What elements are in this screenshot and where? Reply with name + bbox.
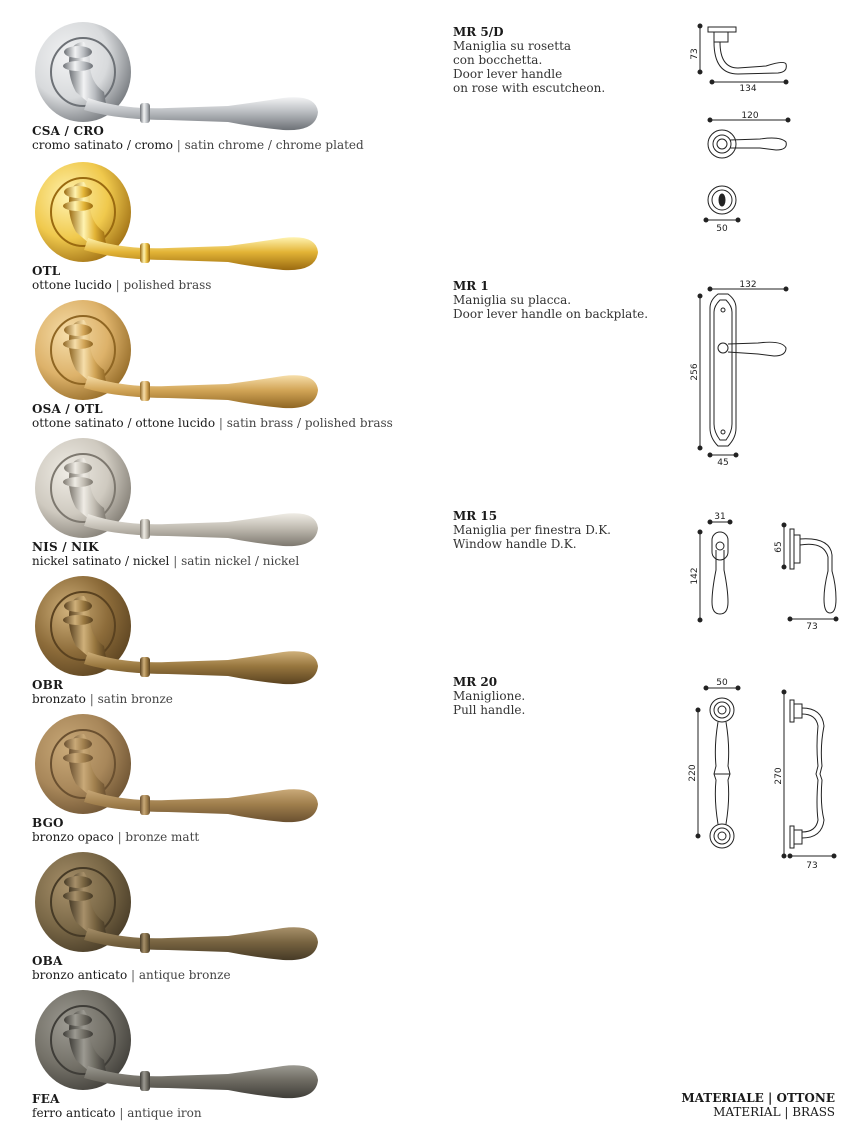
mr5d-escutcheon-drawing <box>702 178 746 234</box>
finish-name-en: satin bronze <box>97 692 173 706</box>
finish-description: bronzato | satin bronze <box>32 692 173 706</box>
dim-mr1-width: 132 <box>739 280 757 290</box>
model-code: MR 5/D <box>453 25 504 39</box>
finish-name-it: ferro anticato <box>32 1106 116 1120</box>
model-mr15 <box>453 509 683 551</box>
dim-mr20-length: 270 <box>774 767 784 785</box>
mr15-front-drawing <box>688 510 748 628</box>
mr1-drawing <box>688 278 798 468</box>
model-line: Maniglione. <box>453 689 526 703</box>
mr5d-side-drawing <box>688 20 798 92</box>
finish-name-it: cromo satinato / cromo <box>32 138 173 152</box>
dim-mr1-height: 256 <box>690 363 700 381</box>
lever-handle-image <box>28 12 328 132</box>
model-line: Maniglia su rosetta <box>453 39 572 53</box>
finish-code: CSA / CRO <box>32 124 105 138</box>
finish-item <box>0 704 420 842</box>
finish-description: bronzo opaco | bronze matt <box>32 830 200 844</box>
finish-code: BGO <box>32 816 64 830</box>
mr20-side-drawing <box>772 686 842 872</box>
finish-name-en: satin brass / polished brass <box>226 416 393 430</box>
model-line: Door lever handle <box>453 67 563 81</box>
material-en: MATERIAL | BRASS <box>713 1105 835 1119</box>
model-line: on rose with escutcheon. <box>453 81 606 95</box>
finish-item <box>0 290 420 428</box>
dim-mr20-depth: 73 <box>806 861 818 871</box>
finish-code: OTL <box>32 264 61 278</box>
model-mr5d <box>453 25 683 95</box>
finish-name-it: bronzo opaco <box>32 830 114 844</box>
finish-code: NIS / NIK <box>32 540 99 554</box>
finish-code: OBA <box>32 954 63 968</box>
finish-code: FEA <box>32 1092 60 1106</box>
dim-mr5-escutcheon: 50 <box>716 224 728 234</box>
finish-item <box>0 12 420 150</box>
dim-mr15-depth: 73 <box>806 622 818 632</box>
mr15-side-drawing <box>772 515 842 633</box>
finish-description: ferro anticato | antique iron <box>32 1106 202 1120</box>
model-line: Maniglia per finestra D.K. <box>453 523 611 537</box>
finish-name-en: antique bronze <box>138 968 231 982</box>
finish-code: OBR <box>32 678 64 692</box>
model-mr1 <box>453 279 683 321</box>
dim-mr15-width: 31 <box>714 512 726 522</box>
model-code: MR 15 <box>453 509 498 523</box>
lever-handle-image <box>28 428 328 548</box>
finish-name-en: bronze matt <box>125 830 200 844</box>
finish-name-en: polished brass <box>123 278 212 292</box>
lever-handle-image <box>28 704 328 824</box>
finish-name-it: nickel satinato / nickel <box>32 554 170 568</box>
dim-mr1-plate: 45 <box>717 458 729 468</box>
finish-code: OSA / OTL <box>32 402 103 416</box>
lever-handle-image <box>28 980 328 1100</box>
finish-item <box>0 152 420 290</box>
material-it: MATERIALE | OTTONE <box>681 1091 835 1105</box>
dim-mr5-width: 134 <box>739 84 757 92</box>
finish-name-it: bronzo anticato <box>32 968 128 982</box>
finish-name-it: ottone satinato / ottone lucido <box>32 416 216 430</box>
mr5d-front-drawing <box>700 110 800 162</box>
lever-handle-image <box>28 152 328 272</box>
dim-mr20-width: 50 <box>716 678 728 688</box>
lever-handle-image <box>28 566 328 686</box>
lever-handle-image <box>28 290 328 410</box>
finish-description: cromo satinato / cromo | satin chrome / chrome plated <box>32 138 364 152</box>
model-line: Pull handle. <box>453 703 526 717</box>
dim-mr20-center: 220 <box>688 764 698 782</box>
material-note <box>681 1091 835 1119</box>
model-line: Maniglia su placca. <box>453 293 572 307</box>
finish-name-en: satin chrome / chrome plated <box>184 138 364 152</box>
model-mr20 <box>453 675 683 717</box>
model-line: Door lever handle on backplate. <box>453 307 649 321</box>
finish-description: nickel satinato / nickel | satin nickel / nickel <box>32 554 300 568</box>
finish-item <box>0 566 420 704</box>
model-line: con bocchetta. <box>453 53 543 67</box>
finish-item <box>0 428 420 566</box>
dim-mr5-rose: 120 <box>741 111 759 121</box>
finish-item <box>0 842 420 980</box>
finish-name-en: satin nickel / nickel <box>181 554 300 568</box>
finish-description: ottone lucido | polished brass <box>32 278 212 292</box>
mr20-front-drawing <box>688 676 752 860</box>
dim-mr5-height: 73 <box>690 48 700 60</box>
model-code: MR 1 <box>453 279 489 293</box>
model-line: Window handle D.K. <box>453 537 577 551</box>
lever-handle-image <box>28 842 328 962</box>
finish-name-en: antique iron <box>127 1106 202 1120</box>
model-code: MR 20 <box>453 675 498 689</box>
finish-name-it: bronzato <box>32 692 86 706</box>
finish-name-it: ottone lucido <box>32 278 112 292</box>
dim-mr15-side-height: 65 <box>774 541 784 553</box>
finish-description: bronzo anticato | antique bronze <box>32 968 231 982</box>
finish-description: ottone satinato / ottone lucido | satin brass / polished brass <box>32 416 393 430</box>
finish-item <box>0 980 420 1118</box>
dim-mr15-height: 142 <box>690 567 700 585</box>
